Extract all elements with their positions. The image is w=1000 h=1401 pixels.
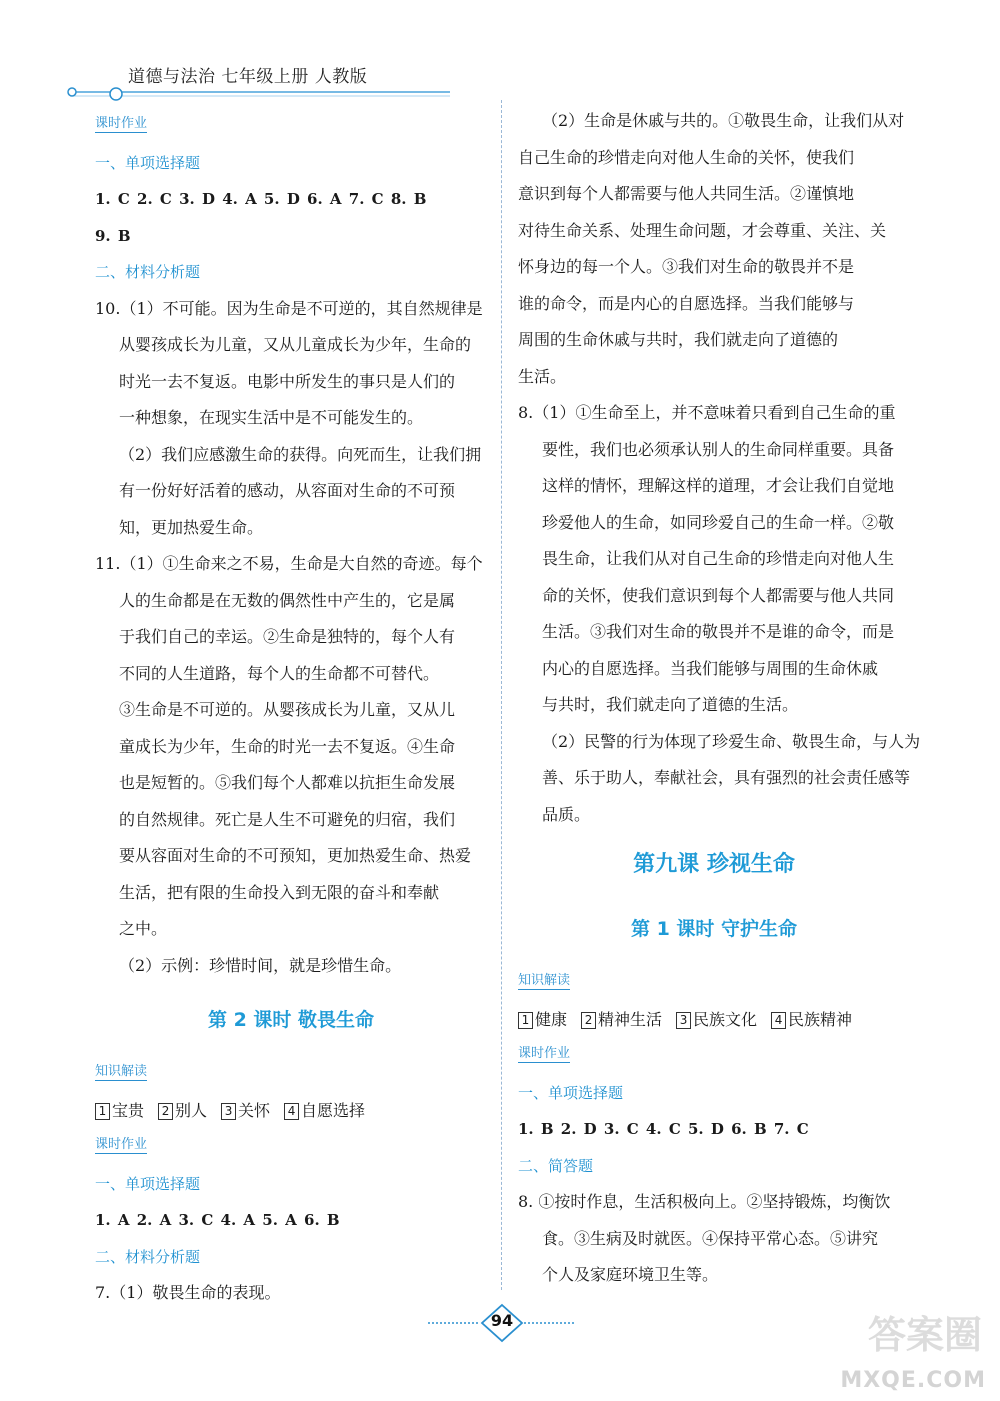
text-line: 要性，我们也必须承认别人的生命同样重要。具备 [542, 439, 895, 459]
knowledge-item [95, 1101, 144, 1120]
text-line: 时光一去不复返。电影中所发生的事只是人们的 [119, 371, 456, 391]
right-column [518, 103, 921, 1294]
section-single-choice: 一、单项选择题 [95, 1174, 201, 1193]
text-line: 善、乐于助人，奉献社会，具有强烈的社会责任感等 [542, 768, 911, 787]
question-11-part2 [95, 948, 487, 985]
text-line: 11.（1）①生命来之不易，生命是大自然的奇迹。每个 [95, 554, 483, 573]
text-line: 之中。 [119, 919, 168, 938]
text-line: 10.（1）不可能。因为生命是不可逆的，其自然规律是 [95, 298, 483, 318]
homework-label: 课时作业 [95, 116, 148, 131]
answer-line: 1. A 2. A 3. C 4. A 5. A 6. B [95, 1211, 340, 1229]
knowledge-text: 精神生活 [598, 1009, 663, 1029]
knowledge-text: 别人 [175, 1100, 208, 1120]
text-line: 一种想象，在现实生活中是不可能发生的。 [119, 408, 424, 427]
number-box: 4 [284, 1103, 299, 1120]
text-line: 生活。 [518, 366, 567, 386]
text-line: 7.（1）敬畏生命的表现。 [95, 1283, 281, 1302]
knowledge-text: 民族文化 [693, 1009, 758, 1029]
text-line: 自己生命的珍惜走向对他人生命的关怀，使我们 [518, 147, 855, 167]
text-line: 对待生命关系、处理生命问题，才会尊重、关注、关 [518, 220, 887, 240]
text-line: 谁的命令，而是内心的自愿选择。当我们能够与 [518, 293, 855, 313]
page-number: 94 [490, 1311, 514, 1330]
number-box: 1 [95, 1103, 110, 1120]
text-line: 珍爱他人的生命，如同珍爱自己的生命一样。②敬 [542, 512, 895, 532]
homework-label: 课时作业 [518, 1046, 571, 1061]
text-line: 要从容面对生命的不可预知，更加热爱生命、热爱 [119, 846, 472, 865]
section-material-analysis: 二、材料分析题 [95, 263, 201, 281]
text-line: 8. ①按时作息，生活积极向上。②坚持锻炼，均衡饮 [518, 1192, 891, 1211]
text-line: 意识到每个人都需要与他人共同生活。②谨慎地 [518, 184, 855, 203]
homework-label: 课时作业 [95, 1137, 148, 1152]
question-7-part2 [518, 103, 910, 395]
section-single-choice: 一、单项选择题 [518, 1083, 624, 1102]
knowledge-text: 关怀 [238, 1100, 271, 1120]
question-10-part2 [95, 437, 487, 547]
section-single-choice: 一、单项选择题 [95, 153, 201, 172]
knowledge-item [284, 1101, 365, 1120]
knowledge-list [518, 1002, 910, 1039]
text-line: 的自然规律。死亡是人生不可避免的归宿，我们 [119, 809, 456, 829]
knowledge-item [771, 1010, 852, 1029]
page-footer [428, 1302, 576, 1344]
number-box: 2 [581, 1012, 596, 1029]
question-8-part1 [518, 395, 910, 724]
left-column [95, 108, 487, 1312]
text-line: 个人及家庭环境卫生等。 [542, 1265, 719, 1284]
section-short-answer: 二、简答题 [518, 1156, 594, 1175]
text-line: （2）生命是休戚与共的。①敬畏生命，让我们从对 [542, 111, 905, 130]
knowledge-label: 知识解读 [518, 973, 571, 988]
text-line: 生活。③我们对生命的敬畏并不是谁的命令，而是 [542, 622, 895, 641]
watermark-logo: 答案圈 [867, 1312, 982, 1357]
answer-line: 1. C 2. C 3. D 4. A 5. D 6. A 7. C 8. B [95, 190, 427, 208]
text-line: 与共时，我们就走向了道德的生活。 [542, 695, 799, 714]
unit-9-title: 第九课 珍视生命 [633, 852, 795, 877]
text-line: 畏生命，让我们从对自己生命的珍惜走向对他人生 [542, 549, 895, 568]
knowledge-item [581, 1010, 662, 1029]
text-line: 也是短暂的。⑤我们每个人都难以抗拒生命发展 [119, 773, 456, 792]
watermark-text: MXQE.COM [840, 1368, 986, 1393]
knowledge-item [158, 1101, 207, 1120]
lesson-1-title: 第 1 课时 守护生命 [630, 918, 798, 940]
column-divider [501, 100, 502, 1290]
number-box: 3 [676, 1012, 691, 1029]
text-line: 食。③生病及时就医。④保持平常心态。⑤讲究 [542, 1228, 879, 1248]
text-line: 8.（1）①生命至上，并不意味着只看到自己生命的重 [518, 403, 896, 422]
answer-line: 1. B 2. D 3. C 4. C 5. D 6. B 7. C [518, 1120, 809, 1138]
text-line: 命的关怀，使我们意识到每个人都需要与他人共同 [542, 585, 895, 605]
knowledge-item [676, 1010, 757, 1029]
question-8-short-answer [518, 1184, 910, 1294]
text-line: 人的生命都是在无数的偶然性中产生的，它是属 [119, 590, 456, 610]
text-line: 童成长为少年，生命的时光一去不复返。④生命 [119, 736, 456, 756]
knowledge-item [518, 1010, 567, 1029]
answer-line: 9. B [95, 226, 131, 245]
knowledge-list [95, 1093, 487, 1130]
knowledge-text: 宝贵 [112, 1100, 145, 1120]
text-line: 怀身边的每一个人。③我们对生命的敬畏并不是 [518, 257, 855, 276]
text-line: 不同的人生道路，每个人的生命都不可替代。 [119, 663, 440, 683]
number-box: 1 [518, 1012, 533, 1029]
text-line: 知，更加热爱生命。 [119, 517, 264, 537]
knowledge-text: 自愿选择 [301, 1100, 366, 1120]
section-material-analysis: 二、材料分析题 [95, 1247, 201, 1266]
lesson-2-title: 第 2 课时 敬畏生命 [207, 1009, 375, 1031]
knowledge-item [221, 1101, 270, 1120]
text-line: 于我们自己的幸运。②生命是独特的，每个人有 [119, 627, 456, 646]
question-8-part2 [518, 724, 921, 834]
question-11-part1 [95, 546, 487, 948]
text-line: 周围的生命休戚与共时，我们就走向了道德的 [518, 330, 839, 349]
text-line: ③生命是不可逆的。从婴孩成长为儿童，又从儿 [119, 700, 456, 719]
book-title: 道德与法治 七年级上册 人教版 [128, 67, 368, 87]
knowledge-text: 民族精神 [788, 1009, 853, 1029]
text-line: （2）我们应感激生命的获得。向死而生，让我们拥 [119, 444, 482, 464]
number-box: 4 [771, 1012, 786, 1029]
knowledge-text: 健康 [535, 1009, 568, 1029]
text-line: 品质。 [542, 804, 591, 824]
number-box: 3 [221, 1103, 236, 1120]
header-decoration [66, 82, 456, 102]
text-line: （2）民警的行为体现了珍爱生命、敬畏生命，与人为 [542, 731, 921, 751]
text-line: 这样的情怀，理解这样的道理，才会让我们自觉地 [542, 476, 895, 495]
text-line: 有一份好好活着的感动，从容面对生命的不可预 [119, 481, 456, 500]
text-line: 内心的自愿选择。当我们能够与周围的生命休戚 [542, 658, 879, 678]
text-line: 从婴孩成长为儿童，又从儿童成长为少年，生命的 [119, 335, 472, 354]
number-box: 2 [158, 1103, 173, 1120]
text-line: （2）示例：珍惜时间，就是珍惜生命。 [119, 955, 402, 975]
question-10-part1 [95, 291, 487, 437]
knowledge-label: 知识解读 [95, 1064, 148, 1079]
text-line: 生活，把有限的生命投入到无限的奋斗和奉献 [119, 882, 440, 902]
